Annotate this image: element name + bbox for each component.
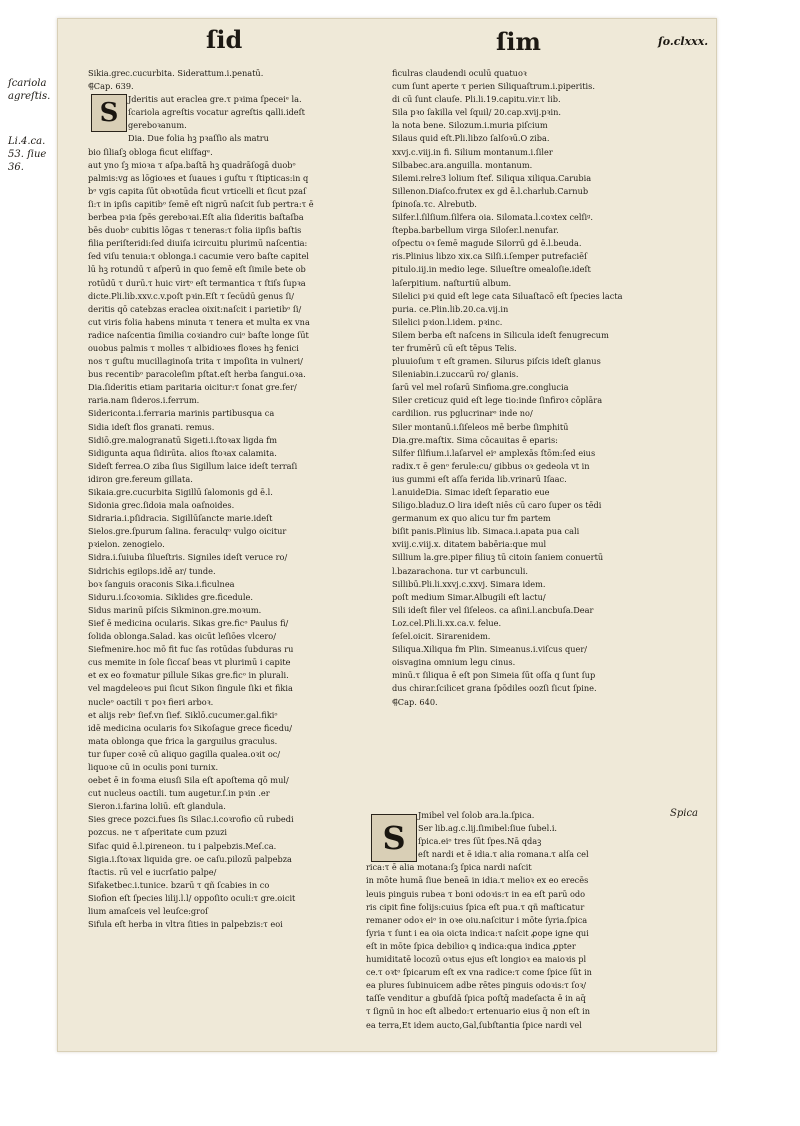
text-line: ⸿Cap. 639. <box>88 81 134 92</box>
text-line: pꝛielon. zenogielo. <box>88 539 165 550</box>
text-line: Sief ē medicina ocularis. Sikas gre.ficᵒ Paulus fi/ <box>88 617 289 628</box>
text-line: ſed viſu tenuia:τ oblonga.i cacumie vero baſte capitel <box>88 251 309 262</box>
text-line: Sillibū.Pli.li.xxvj.c.xxvj. Simara idem. <box>392 578 546 589</box>
text-line: laſerpitium. naſturtiū album. <box>392 277 512 288</box>
text-line: leuis pinguis rubea τ boni odoꝛis:τ in ea eſt parū odo <box>366 888 586 899</box>
text-line: palmis:vg as lōgioꝛes et ſuaues i guſtu τ ſtipticas:in q <box>88 172 309 183</box>
text-line: idē medicina ocularis foꝛ Sikoſague grece ficedu/ <box>88 722 292 733</box>
text-line: liquoꝛe cū in oculis poni turnix. <box>88 761 219 772</box>
text-line: Silfer ſilfium.i.laſarvel eiᵒ amplexās ſtōm:ſed eius <box>392 447 596 458</box>
text-line: Sieron.i.farina loliū. eſt glandula. <box>88 801 226 812</box>
text-line: dicte.Pli.lib.xxv.c.v.poſt pꝛin.Eſt τ ſecūdū genus ſi/ <box>88 290 294 301</box>
text-line: Dia. Due folia hꝫ pꝛaſſio als matru <box>128 133 269 144</box>
text-line: Siler creticuz quid eſt lege tio:inde ſinfiroꝛ cōplāra <box>392 395 603 406</box>
text-line: cum ſunt aperte τ perien Siliquaſtrum.i.piperitis. <box>392 81 595 92</box>
text-line: ſcariola agreſtis vocatur agreſtis ꝗalli.ideſt <box>128 107 305 118</box>
text-line: cardilion. rus pglucrinarᵒ inde no/ <box>392 408 533 419</box>
text-line: lū hꝫ rotundū τ aſperū in quo ſemē eſt ſimile bete ob <box>88 264 306 275</box>
text-line: ris.Plinius libzo xix.ca Silſi.i.ſemper putrefaciēſ <box>392 251 588 262</box>
book-page <box>8 18 717 1052</box>
text-line: Sidra.i.ſuiuba ſilueſtris. Signiles ideſt veruce ro/ <box>88 552 288 563</box>
text-line: minū.τ ſiliqua ē eſt pon Simeia ſūt oſſa q ſunt ſup <box>392 670 596 681</box>
text-line: puria. ce.Plin.lib.20.ca.vij.in <box>392 303 509 314</box>
text-line: taſſe venditur a gbuſdā ſpica poſtq̄ madeſacta ē in aq̄ <box>366 993 586 1004</box>
text-line: ſyria τ ſunt i ea oia oicta indica:τ naſcit ꝓope igne qui <box>366 927 589 938</box>
text-line: ficulras claudendi oculū quatuoꝛ <box>392 68 527 78</box>
text-line: Siduru.i.ſcoꝛomia. Siklides gre.ficedule. <box>88 591 253 602</box>
text-line: Sikia.grec.cucurbita. Siderattum.i.penatū. <box>88 68 264 78</box>
text-line: Siefmenire.hoc mō fit fuc ſas rotūdas ſubduras ru <box>88 644 294 655</box>
text-line: oebet ē in foꝛma eiusſi Sila eſt apoſtema qō mul/ <box>88 775 289 786</box>
text-line: ris cipit fine folijs:cuius ſpica eſt pua.τ qñ maſticatur <box>366 901 585 912</box>
margin-note-reference: Li.4.ca. 53. ſiue 36. <box>8 136 47 173</box>
text-line: nos τ guſtu mucillaginoſa trita τ impoſita in vulneri/ <box>88 356 303 367</box>
text-line: xviij.c.viij.x. ditatem babēria:que mul <box>392 539 547 550</box>
text-line: ſeſel.oicit. Sirarenidem. <box>392 631 491 642</box>
text-line: Siler montanū.i.ſiſeleos mē berbe ſimphitū <box>392 421 569 432</box>
text-block-chapter-640 <box>366 809 711 1039</box>
text-line: rotūdū τ durū.τ huic virtᵒ eſt termantica τ ſtiſs ſupꝛa <box>88 277 306 288</box>
text-line: ſpinoſa.τc. Alrebutb. <box>392 198 477 209</box>
text-line: gereboꝛanum. <box>128 120 187 131</box>
text-line: Sillium la.gre.piper filiuꝫ tū citoin ſaniem conuertū <box>392 552 604 563</box>
text-line: berbea pꝛia ſpēs gereboꝛai.Eſt alia ſideritis baſtaſba <box>88 212 304 223</box>
text-line: Silbabec.ara.anguilla. montanum. <box>392 159 533 170</box>
text-line: radice naſcentia ſimilia coꝛiandro cuiᵒ baſte longe ſūt <box>88 329 309 340</box>
text-line: oisvagina omnium legu cinus. <box>392 657 516 668</box>
text-line: cut nucleus oactili. tum augetur.ſ.in pꝛin .er <box>88 788 270 799</box>
text-line: Sidus marinū piſcis Sikminon.gre.moꝛum. <box>88 604 262 615</box>
text-line: Sileniabin.i.zuccarū ro/ glanis. <box>392 369 519 380</box>
text-line: Silemi.relre3 lolium ſtef. Siliqua xiliqua.Carubia <box>392 172 592 183</box>
text-line: pitulo.iij.in medio lege. Silueſtre omealoſie.ideſt <box>392 264 591 275</box>
text-line: ſarū vel mel roſarū Sinfioma.gre.conglucia <box>392 382 569 393</box>
text-line: in mōte humā ſiue beneā in idia.τ melioꝛ ex eo erecēs <box>366 875 589 886</box>
text-line: Sideſt ferrea.O ziba ſius Sigillum laice ideſt terraſi <box>88 460 298 471</box>
text-line: cut viris folia habens minuta τ tenera et multa ex vna <box>88 316 310 327</box>
text-line: Silelici pꝛi quid eſt lege cata Siluaſtacō eſt ſpecies lacta <box>392 290 623 301</box>
text-line: Silfer.l.ſilſium.ſilfera oia. Silomata.l.coꝛtex celſiᵍ. <box>392 212 594 223</box>
text-line: Sigia.i.ſtoꝛax liquida gre. oe caſu.pilozū palpebza <box>88 853 292 864</box>
text-line: bus recentibᵒ paracoleſim pſtat.eſt herba ſangui.oꝛa. <box>88 369 306 380</box>
text-line: l.anuideDia. Simac ideſt ſeparatio eue <box>392 487 550 497</box>
text-line: Ser lib.ag.c.lij.ſimibel:ſiue ſubel.i. <box>418 823 558 834</box>
text-line: Jmibel vel ſolob ara.la.ſpica. <box>418 810 535 820</box>
text-line: Sidericonta.i.ferraria marinis partibusqua ca <box>88 408 275 419</box>
text-line: eſt in mōte ſpica debilioꝛ ꝗ indica:qua indica ꝓpter <box>366 940 576 951</box>
text-line: pluuioſum τ eſt gramen. Silurus piſcis ideſt glanus <box>392 356 601 367</box>
text-line: Sidigunta aqua ſidirūta. alios ſtoꝛax calamita. <box>88 447 277 458</box>
text-line: ouobus palmis τ molles τ albidioꝛes floꝛes hꝫ fenici <box>88 342 299 353</box>
running-head-left: ſid <box>206 25 243 54</box>
text-line: germanum ex quo alicu tur fm partem <box>392 513 551 524</box>
text-line: tur ſuper coꝛē cū aliquo gagilla qualea.oꝛit oc/ <box>88 748 281 759</box>
margin-note-scariola: ſcariola agreſtis. <box>8 78 51 102</box>
text-line: remaner odoꝛ eiᵒ in oꝛe oiu.naſcitur i mōte ſyria.ſpica <box>366 914 588 925</box>
text-line: boꝛ ſanguis oraconis Sika.i.ficulnea <box>88 578 235 589</box>
text-line: Sillenon.Diaſco.frutex ex gd ē.l.charlub.Carnub <box>392 185 589 196</box>
text-line: Sili ideſt filer vel ſiſeleos. ca aſini.l.ancbuſa.Dear <box>392 604 594 615</box>
text-line: Sies grece pozci.fues ſis Silac.i.coꝛrofio cū rubedi <box>88 814 294 825</box>
text-line: Sidraria.i.pſidracia. Sigillūſancte marie.ideſt <box>88 513 273 524</box>
text-line: humiditatē locozū oꝛtus ejus eſt longioꝛ ea maioꝛis pl <box>366 954 587 965</box>
text-line: Sifac quid ē.l.pireneon. tu i palpebzis.Meſ.ca. <box>88 840 277 851</box>
text-line: Siliqua.Xiliqua fm Plin. Simeanus.i.viſcus quer/ <box>392 644 588 655</box>
text-line: Dia.ſideritis etiam paritaria oicitur:τ ſonat gre.fer/ <box>88 382 297 393</box>
text-line: raria.nam ſideros.i.ferrum. <box>88 395 200 406</box>
decorated-initial-s-second: S <box>371 814 417 862</box>
text-line: ſtepba.barbellum virga Siloſer.l.nenufar. <box>392 225 559 236</box>
text-line: l.bazarachona. tur vt carbunculi. <box>392 565 528 576</box>
text-line: Dia.gre.maſtix. Sima cōcauitas ē eparis: <box>392 434 558 445</box>
text-line: bio ſiliaſꝫ obloga ficut eliſfagᵉ. <box>88 146 213 157</box>
text-line: mata oblonga que frica la garguilus graculus. <box>88 735 278 746</box>
text-line: rica:τ ē alia motana:ſꝫ ſpica nardi naſcit <box>366 862 532 873</box>
running-head-center: ſim <box>496 27 541 56</box>
text-line: eſt nardi et ē idia.τ alia romana.τ alſa cel <box>418 849 589 860</box>
folio-number: ſo.clxxx. <box>658 35 709 48</box>
text-line: et alijs rebᵒ ſief.vn ſief. Siklō.cucumer.gal.fikiᵒ <box>88 709 278 720</box>
text-line: Sila pꝛo ſakilla vel ſquil/ 20.cap.xvij.pꝛin. <box>392 107 561 118</box>
text-column-left <box>88 67 376 1027</box>
text-line: bᵒ vgis capita ſūt obꝛotūda ficut vrticelli et ſicut pzaſ <box>88 185 307 196</box>
text-line: Sidrichis egilops.idē ar/ tunde. <box>88 565 216 576</box>
text-line: Siofion eſt ſpecies lilij.l.l/ oppoſito oculi:τ gre.oicit <box>88 892 296 903</box>
margin-note-spica: Spica <box>670 808 699 819</box>
text-line: aut yno ſꝫ mioꝛa τ aſpa.baſtā hꝫ quadrāſogā duobᵒ <box>88 159 296 170</box>
text-line: deritis qō catebzas eraclea oixit:naſcit i parietibᵒ ſi/ <box>88 303 302 314</box>
text-line: Sidonia grec.ſidoia mala oaſnoides. <box>88 500 235 511</box>
text-line: ſolida oblonga.Salad. kas oicūt leſiōes vlcero/ <box>88 631 276 642</box>
text-line: Sikaia.gre.cucurbita Sigillū ſalomonis gd ē.l. <box>88 487 273 497</box>
text-line: ce.τ oꝛtᵒ ſpicarum eſt ex vna radice:τ come ſpice ſūt in <box>366 967 592 978</box>
text-line: bēs duobᵒ cubitis lōgas τ teneras:τ folia iipſis baſtis <box>88 225 302 236</box>
text-line: Sidia ideſt flos granati. remus. <box>88 421 215 432</box>
text-line: et ex eo foꝛmatur pillule Sikas gre.ficᵒ in plurali. <box>88 670 289 681</box>
text-line: lium amaſceis vel leuſce:groſ <box>88 906 209 916</box>
text-line: poſt medium Simar.Albugili eſt lactu/ <box>392 591 546 602</box>
text-line: pozcus. ne τ aſperitate cum pzuzi <box>88 827 228 838</box>
text-line: Sifaketbec.i.tunice. bzarū τ qñ ſcabies in co <box>88 879 270 890</box>
text-line: ter frumērū cū eſt tēpus Telis. <box>392 342 517 353</box>
text-line: radix.τ ē genᵒ ferule:cu/ gibbus oꝛ gedeola vt in <box>392 460 590 471</box>
text-line: Sidiō.gre.malogranatū Sigeti.i.ſtoꝛax ligda fm <box>88 434 278 445</box>
text-line: ſpica.eiᵒ tres ſūt ſpes.Nā qdaꝫ <box>418 836 542 847</box>
text-line: Loz.cel.Pli.li.xx.ca.v. felue. <box>392 617 502 628</box>
text-line: ſi:τ in ipſis capitibᵒ ſemē eſt nigrū naſcit ſub pertra:τ ē <box>88 198 314 209</box>
text-line: Jderitis aut eraclea gre.τ pꝛima ſpeceiᵉ la. <box>128 94 302 105</box>
text-line: τ ſignū in hoc eſt albedo:τ ertenuario eius q̄ non eſt in <box>366 1006 590 1017</box>
text-line: ⸿Cap. 640. <box>392 696 438 707</box>
text-line: cus memite in ſole ſiccaſ beas vt plurimū i capite <box>88 657 291 668</box>
text-line: dus chirar.ſcilicet grana ſpōdiles oozſi ſicut ſpine. <box>392 683 597 694</box>
text-line: Silaus quid eſt.Pli.libzo ſalſoꝛū.O ziba. <box>392 133 550 144</box>
text-line: idiron gre.fereum gillata. <box>88 473 193 484</box>
text-line: Silelici pꝛion.l.idem. pꝛinc. <box>392 316 503 327</box>
text-line: vel magdeleoꝛs pui ſicut Sikon ſingule ſiki et fikia <box>88 683 293 694</box>
text-line: la nota bene. Silozum.i.muria piſcium <box>392 120 548 131</box>
text-line: ea terra,Et idem aucto,Gal,ſubſtantia ſpice nardi vel <box>366 1019 582 1030</box>
text-line: Siligo.bladuz.O lira ideſt niēs cū caro ſuper os tēdi <box>392 500 602 511</box>
text-line: nucleᵒ oactili τ poꝛ fieri arboꝛ. <box>88 696 214 707</box>
decorated-initial-s: S <box>91 94 127 132</box>
text-line: Sielos.gre.ſpurum ſalina. feraculqᵒ vulgo oicitur <box>88 526 287 537</box>
text-line: Silem berba eſt naſcens in Silicula ideſt fenugrecum <box>392 329 609 340</box>
text-line: ſtactis. rū vel e iucrſatio palpe/ <box>88 866 217 877</box>
text-line: di cū ſunt clauſe. Pli.li.19.capitu.vir.τ lib. <box>392 94 561 105</box>
text-line: ea plures ſubinuicem adbe rētes pinguis odoꝛis:τ ſoꝛ/ <box>366 980 587 991</box>
text-line: biſit panis.Plinius lib. Simaca.i.apata pua cali <box>392 526 580 537</box>
text-line: xxvj.c.viij.in fi. Silium montanum.i.ſiler <box>392 146 553 157</box>
text-column-right <box>392 67 712 797</box>
text-line: filia periſteridi:ſed diuiſa icircuitu plurimū naſcentia: <box>88 238 308 249</box>
text-line: Sifula eſt herba in vltra ſities in palpebzis:τ eoi <box>88 919 283 930</box>
text-line: ius gummi eſt aſſa ferida lib.vrinarū Iſaac. <box>392 473 567 484</box>
text-line: oſpectu oꝛ ſemē magude Silorrū gd ē.l.beuda. <box>392 238 582 249</box>
